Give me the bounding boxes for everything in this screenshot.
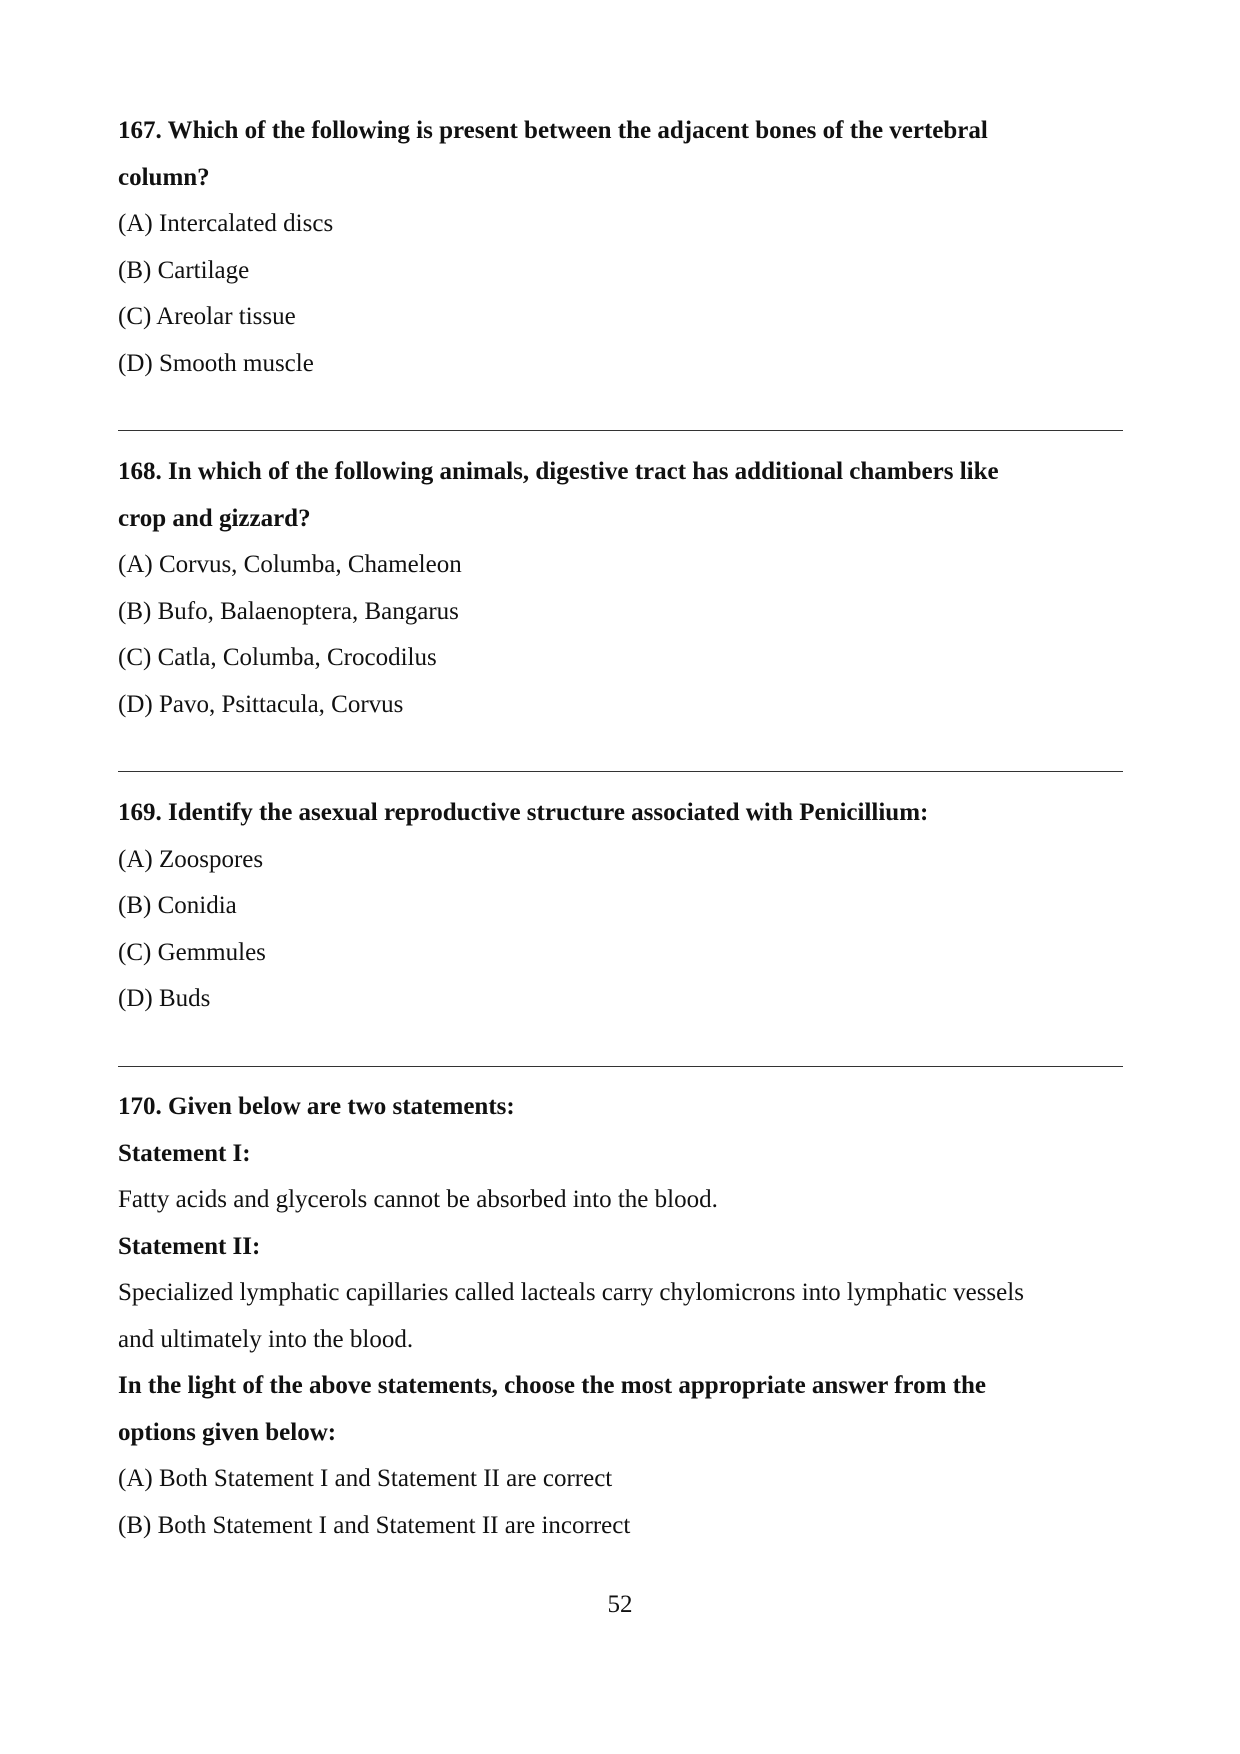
question-stem-line: 170. Given below are two statements: <box>118 1093 515 1120</box>
statement-1-heading: Statement I: <box>118 1139 251 1167</box>
statement-2-text-line: and ultimately into the blood. <box>118 1325 414 1353</box>
question-number: 169. <box>118 799 162 826</box>
option-d: (D) Buds <box>118 985 211 1012</box>
question-stem-line: 168. In which of the following animals, digestive tract has additional chambers like <box>118 458 999 485</box>
option-b: (B) Both Statement I and Statement II are incorrect <box>118 1511 631 1539</box>
option-b: (B) Cartilage <box>118 256 250 284</box>
option-a: (A) Both Statement I and Statement II are correct <box>118 1465 613 1492</box>
question-stem-line: column? <box>118 163 210 191</box>
statement-2-heading: Statement II: <box>118 1232 261 1260</box>
question-number: 168. <box>118 458 162 485</box>
option-d: (D) Pavo, Psittacula, Corvus <box>118 690 404 718</box>
option-b: (B) Conidia <box>118 892 237 919</box>
option-c: (C) Gemmules <box>118 938 266 966</box>
option-a: (A) Intercalated discs <box>118 210 334 237</box>
option-c: (C) Areolar tissue <box>118 303 296 330</box>
question-stem-line: 167. Which of the following is present between the adjacent bones of the vertebral <box>118 117 988 144</box>
question-number: 170. <box>118 1093 162 1120</box>
question-168 <box>118 449 1123 728</box>
statement-1-text: Fatty acids and glycerols cannot be absorbed into the blood. <box>118 1186 718 1213</box>
instruction-line: In the light of the above statements, choose the most appropriate answer from the <box>118 1372 986 1399</box>
divider <box>118 430 1123 431</box>
divider <box>118 771 1123 772</box>
option-a: (A) Corvus, Columba, Chameleon <box>118 551 462 578</box>
question-stem-line: crop and gizzard? <box>118 504 311 532</box>
question-169 <box>118 790 1123 1023</box>
page-number: 52 <box>607 1591 633 1618</box>
divider <box>118 1066 1123 1067</box>
question-stem-line: 169. Identify the asexual reproductive structure associated with Penicillium: <box>118 799 929 826</box>
question-167 <box>118 108 1123 387</box>
question-number: 167. <box>118 117 162 144</box>
option-b: (B) Bufo, Balaenoptera, Bangarus <box>118 597 459 625</box>
option-a: (A) Zoospores <box>118 845 264 873</box>
option-d: (D) Smooth muscle <box>118 349 314 377</box>
instruction-line: options given below: <box>118 1418 337 1446</box>
option-c: (C) Catla, Columba, Crocodilus <box>118 644 437 671</box>
question-170 <box>118 1084 1123 1549</box>
statement-2-text-line: Specialized lymphatic capillaries called lacteals carry chylomicrons into lymphatic vessels <box>118 1279 1024 1306</box>
